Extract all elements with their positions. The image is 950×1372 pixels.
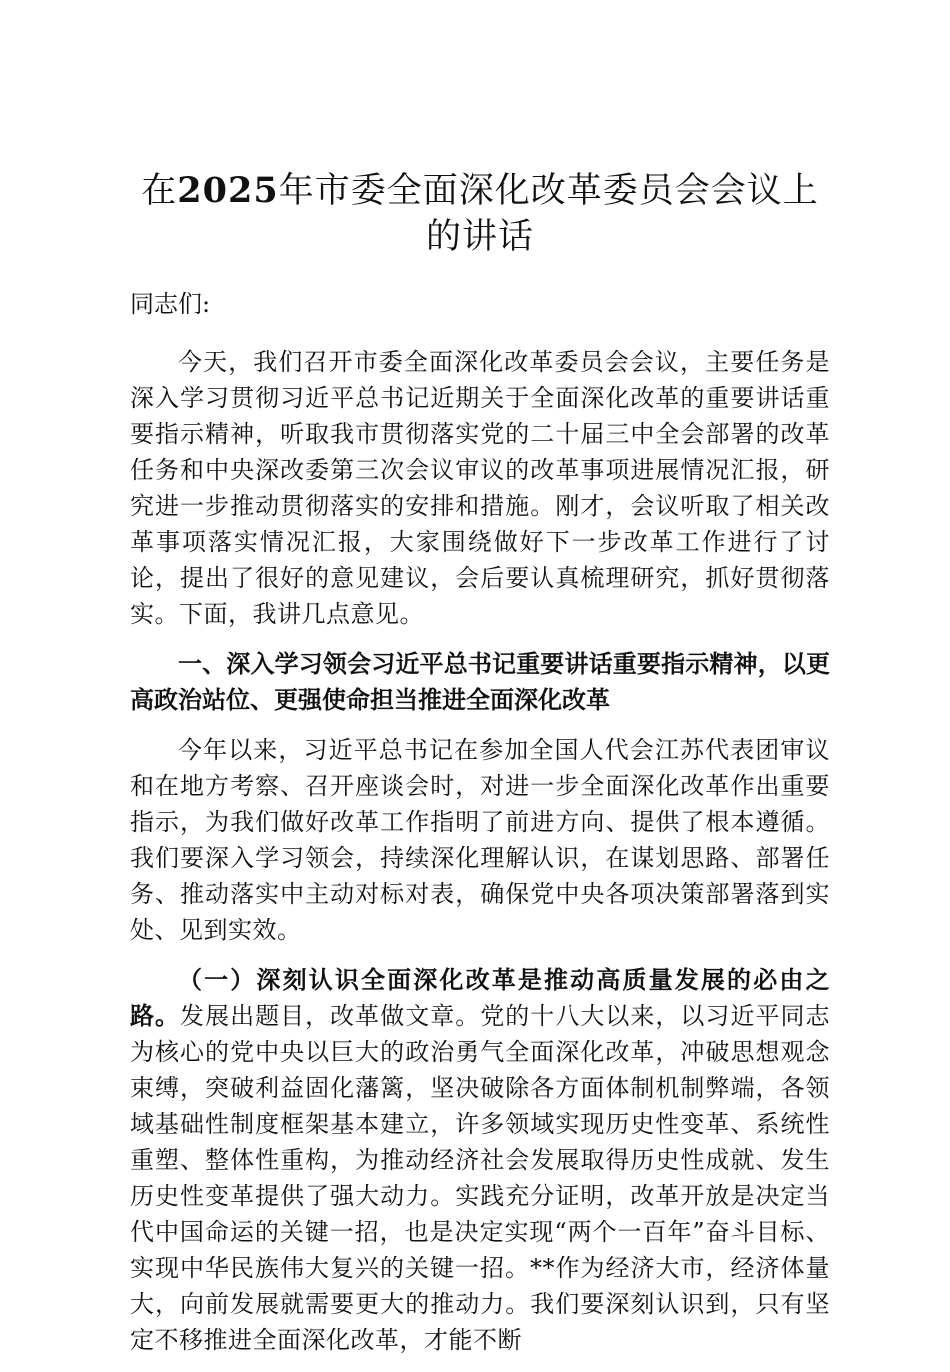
section-1-paragraph: 今年以来，习近平总书记在参加全国人代会江苏代表团审议和在地方考察、召开座谈会时，对进一步全面深化改革作出重要指示，为我们做好改革工作指明了前进方向、提供了根本遵循。我们要深入学习领会，持续深化理解认识，在谋划思路、部署任务、推动落实中主动对标对表，确保党中央各项决策部署落到实处、见到实效。 [130,736,830,944]
intro-paragraph: 今天，我们召开市委全面深化改革委员会会议，主要任务是深入学习贯彻习近平总书记近期关于全面深化改革的重要讲话重要指示精神，听取我市贯彻落实党的二十届三中全会部署的改革任务和中央深改委第三次会议审议的改革事项进展情况汇报，研究进一步推动贯彻落实的安排和措施。刚才，会议听取了相关改革事项落实情况汇报，大家围绕做好下一步改革工作进行了讨论，提出了很好的意见建议，会后要认真梳理研究，抓好贯彻落实。下面，我讲几点意见。 [130,348,830,628]
subsection-1-body: 发展出题目，改革做文章。党的十八大以来，以习近平同志为核心的党中央以巨大的政治勇气全面深化改革，冲破思想观念束缚，突破利益固化藩篱，坚决破除各方面体制机制弊端，各领域基础性制度框架基本建立，许多领域实现历史性变革、系统性重塑、整体性重构，为推动经济社会发展取得历史性成就、发生历史性变革提供了强大动力。实践充分证明，改革开放是决定当代中国命运的关键一招，也是决定实现“两个一百年”奋斗目标、实现中华民族伟大复兴的关键一招。**作为经济大市，经济体量大，向前发展就需要更大的推动力。我们要深刻认识到，只有坚定不移推进全面深化改革，才能不断 [130,1002,831,1354]
section-heading-1: 一、深入学习领会习近平总书记重要讲话重要指示精神，以更高政治站位、更强使命担当推进全面深化改革 [130,650,830,714]
title-suffix: 年市委全面深化改革委员会会议上的讲话 [278,171,819,257]
subsection-1-lead: （一）深刻认识全面深化改革是推动高质量发展的必由之路。 [130,966,830,1030]
document-page [130,168,830,1372]
title-prefix: 在 [141,171,178,211]
salutation: 同志们: [130,290,211,318]
document-title [130,168,830,260]
subsection-1-paragraph [130,962,830,1358]
title-year: 2025 [177,170,279,211]
